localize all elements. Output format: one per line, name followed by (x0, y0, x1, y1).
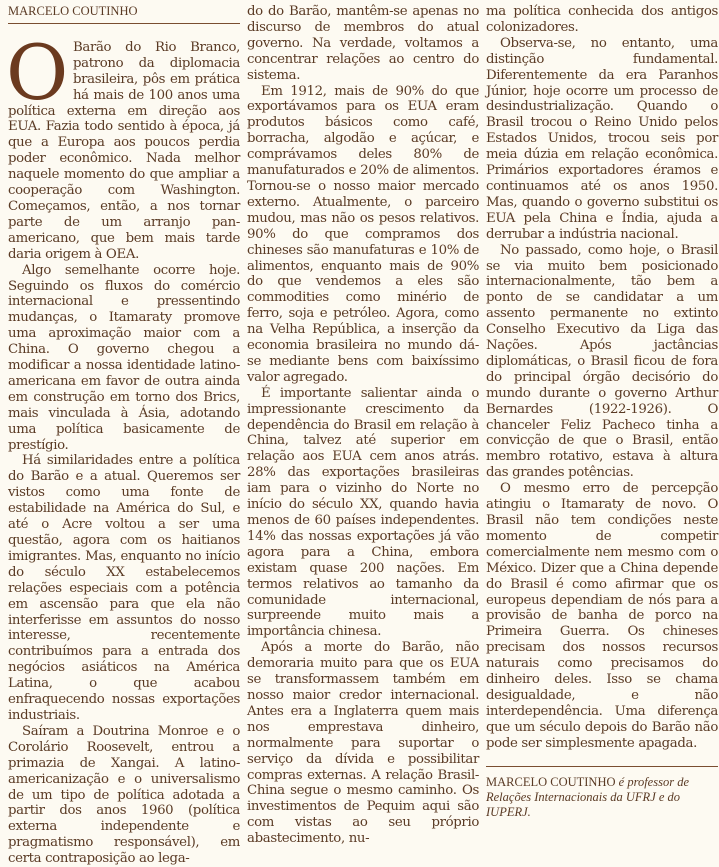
paragraph: É importante salientar ainda o impressionante crescimento da dependência do Brasil em relação à China, talvez até superior em relação aos EUA cem anos atrás. 28% das exportações brasileiras iam para o vizinho do Norte no início do século XX, quando havia menos de 60 países independentes. 14% das nossas exportações já vão agora para a China, embora existam quase 200 nações. Em termos relativos ao tamanho da comunidade internacional, surpreende muito mais a importância chinesa. (247, 385, 479, 640)
paragraph: No passado, como hoje, o Brasil se via muito bem posicionado internacionalmente, tão bem a ponto de se candidatar a um assento permanente no extinto Conselho Executivo da Liga das Nações. Após jactâncias diplomáticas, o Brasil ficou de fora do principal órgão decisório do mundo durante o governo Arthur Bernardes (1922-1926). O chanceler Feliz Pacheco tinha a convicção de que o Brasil, então membro rotativo, estava à altura das grandes potências. (486, 242, 718, 481)
paragraph: Em 1912, mais de 90% do que exportávamos para os EUA eram produtos básicos como café, borracha, algodão e açúcar, e comprávamos deles 80% de manufaturados e 20% de alimentos. Tornou-se o nosso maior mercado externo. Atualmente, o parceiro mudou, mas não os pesos relativos. 90% do que compramos dos chineses são manufaturas e 10% de alimentos, enquanto mais de 90% do que vendemos a eles são commodities como minério de ferro, soja e petróleo. Agora, como na Velha República, a inserção da economia brasileira no mundo dá-se mediante bens com baixíssimo valor agregado. (247, 83, 479, 385)
paragraph: O mesmo erro de percepção atingiu o Itamaraty de novo. O Brasil não tem condições neste momento de competir comercialmente nem mesmo com o México. Dizer que a China depende do Brasil é como afirmar que os europeus dependiam de nós para a provisão de banha de porco na Primeira Guerra. Os chineses precisam dos nossos recursos naturais como precisamos do dinheiro deles. Isso se chama desigualdade, e não interdependência. Uma diferença que um século depois do Barão não pode ser simplesmente apagada. (486, 481, 718, 751)
author-signature (486, 775, 718, 820)
drop-cap: O (6, 27, 68, 117)
column-1 (8, 4, 240, 867)
paragraph: Há similaridades entre a política do Barão e a atual. Queremos ser vistos como uma fonte de estabilidade na América do Sul, e até o Acre voltou a ser uma questão, agora com os haitianos imigrantes. Mas, enquanto no início do século XX estabelecemos relações especiais com a potência em ascensão para que ela não interferisse em assuntos do nosso interesse, recentemente contribuímos para a entrada dos negócios asiáticos na América Latina, o que acabou enfraquecendo nossas exportações industriais. (8, 453, 240, 723)
paragraph: ma política conhecida dos antigos colonizadores. (486, 4, 718, 35)
signature-name: MARCELO COUTINHO (486, 774, 616, 789)
column-3 (486, 4, 718, 820)
author-byline: MARCELO COUTINHO (8, 4, 240, 24)
paragraph: do do Barão, mantêm-se apenas no discurso de membros do atual governo. Na verdade, voltamos a concentrar relações ao centro do sistema. (247, 4, 479, 83)
signature-divider (486, 766, 718, 820)
paragraph: Algo semelhante ocorre hoje. Seguindo os fluxos do comércio internacional e pressentindo mudanças, o Itamaraty promove uma aproximação maior com a China. O governo chegou a modificar a nossa identidade latino-americana em favor de outra ainda em construção em torno dos Brics, mais vinculada à Ásia, adotando uma política basicamente de prestígio. (8, 262, 240, 453)
paragraph: Observa-se, no entanto, uma distinção fundamental. Diferentemente da era Paranhos Júnior, hoje ocorre um processo de desindustrialização. Quando o Brasil trocou o Reino Unido pelos Estados Unidos, trocou seis por meia dúzia em relação econômica. Primários exportadores éramos e continuamos até os anos 1950. Mas, quando o governo substitui os EUA pela China e Índia, ajuda a derrubar a indústria nacional. (486, 35, 718, 242)
signature-role: é professor de Relações Internacionais da UFRJ e do IUPERJ. (486, 774, 690, 819)
paragraph: Saíram a Doutrina Monroe e o Corolário Roosevelt, entrou a primazia de Xangai. A latino-americanização e o universalismo de um tipo de política adotada a partir dos anos 1960 (política externa independente e pragmatismo responsável), em certa contraposição ao lega- (8, 723, 240, 867)
column-2 (247, 4, 479, 847)
paragraph: Após a morte do Barão, não demoraria muito para que os EUA se transformassem também em nosso maior credor internacional. Antes era a Inglaterra quem mais nos emprestava dinheiro, normalmente para suportar o serviço da dívida e possibilitar compras externas. A relação Brasil-China segue o mesmo caminho. Os investimentos de Pequim aqui são com vistas ao seu próprio abastecimento, nu- (247, 640, 479, 847)
paragraph: O Barão do Rio Branco, patrono da diplomacia brasileira, pôs em prática há mais de 100 anos uma política externa em direção aos EUA. Fazia todo sentido à época, já que a Europa aos poucos perdia poder econômico. Nada melhor naquele momento do que ampliar a cooperação com Washington. Começamos, então, a nos tornar parte de um arranjo pan-americano, que bem mais tarde daria origem à OEA. (6, 27, 240, 262)
